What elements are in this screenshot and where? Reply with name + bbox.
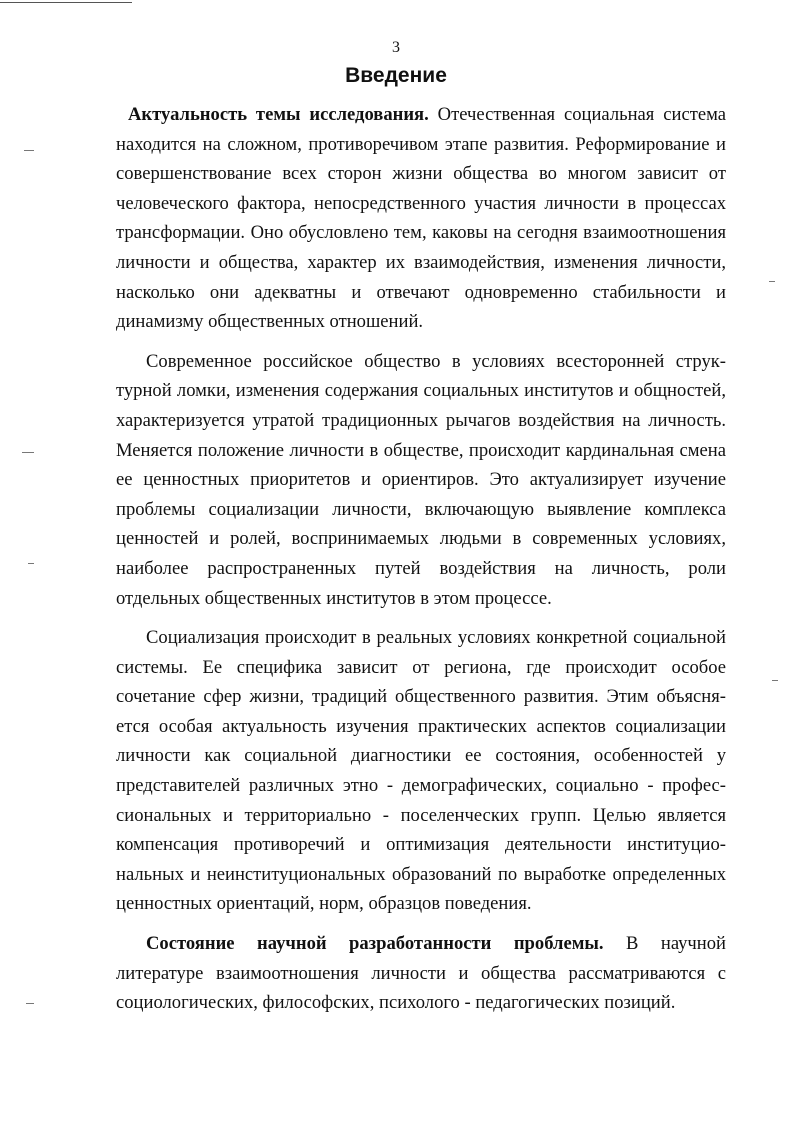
scan-edge-line — [0, 2, 132, 3]
paragraph-text: Современное российское общество в условиях всесторонней структурной ломки, изменения содержания социальных институтов и общностей, характеризуется утратой традиционных рычагов воздействия на личность. Меняется положение личности в обществе, происходит кардинальная смена ее ценностных приоритетов и ориентиров. Это актуализирует изучение проблемы социализации личности, включающую выявление комплекса ценностей и ролей, воспринимаемых людьми в современных условиях, наиболее распространенных путей воздействия на личность, роли отдельных общественных институтов в этом процессе. — [116, 350, 726, 609]
page-number: 3 — [392, 39, 400, 56]
margin-mark — [26, 1003, 34, 1004]
paragraph-lead: Актуальность темы исследования. — [128, 104, 429, 125]
margin-mark — [769, 281, 775, 282]
paragraph-research-state — [116, 929, 726, 1018]
body-text — [116, 100, 726, 1028]
margin-mark — [24, 150, 34, 151]
margin-mark — [22, 452, 34, 453]
paragraph-lead: Состояние научной разработанности проблемы. — [146, 933, 604, 955]
paragraph-text: Отечественная социальная система находится на сложном, противоречивом этапе развития. Реформирование и совершенствование всех сторон жизни общества во многом зависит от человеческого фактора, непосредственного участия личности в процессах трансформации. Оно обусловлено тем, каковы на сегодня взаимоотношения личности и общества, характер их взаимодействия, изменения личности, насколько они адекватны и отвечают одновременно стабильности и динамизму общественных отношений. — [116, 104, 726, 333]
paragraph-relevance — [116, 100, 726, 337]
margin-mark — [772, 680, 778, 681]
margin-mark — [28, 563, 34, 564]
paragraph-russian-society — [116, 347, 726, 613]
paragraph-text: В научной литературе взаимоотношения личности и общества рассматриваются с социологических, философских, психолого - педагогических позиций. — [116, 933, 726, 1014]
paragraph-text: Социализация происходит в реальных условиях конкретной социальной системы. Ее специфика зависит от региона, где происходит особое сочетание сфер жизни, традиций общественного развития. Этим объясняется особая актуальность изучения практических аспектов социализации личности как социальной диагностики ее состояния, особенностей у представителей различных этно - демографических, социально - профессиональных и территориально - поселенческих групп. Целью является компенсация противоречий и оптимизация деятельности институциональных и неинституциональных образований по выработке определенных ценностных ориентаций, норм, образцов поведения. — [116, 627, 726, 915]
paragraph-socialization — [116, 623, 726, 919]
page-title: Введение — [345, 64, 447, 87]
